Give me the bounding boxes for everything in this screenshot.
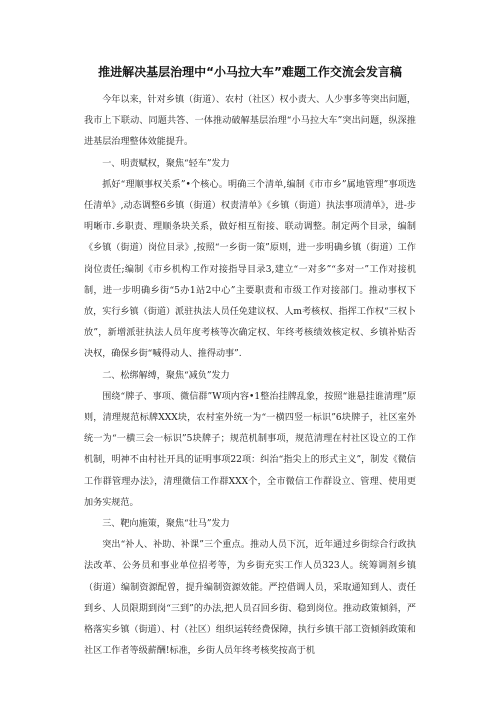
intro-paragraph: 今年以来，针对乡镇（街道）、农村（社区）权小责大、人少事多等突出问题，我市上下联动、同题共答、一体推动破解基层治理“小马拉大车”突出问题，纵深推进基层治理整体效能提升。 bbox=[84, 95, 416, 148]
section-2-body: 围绕“牌子、事项、微信群”W项内容•1整治挂牌乱象，按照“谁悬挂谁清理”原则，清理规范标牌XXX块，农村室外统一为“一横四竖一标识”6块牌子，社区室外统一为“一横三会一标识”5块牌子；规范机制事项，规范清理在村社区设立的工作机制，明神不由村社开具的证明事项22项：纠治“指尖上的形式主义”，制发《微信工作群管理办法》，清理微信工作群XXX个，全市微信工作群设立、管理、使用更加务实规范。 bbox=[84, 391, 416, 508]
section-1-heading: 一、明责赋权，聚焦“轻车”发力 bbox=[102, 158, 230, 169]
section-2-heading: 二、松绑解缚，聚焦“减负”发力 bbox=[102, 370, 230, 381]
section-3-heading: 三、靶向施策，聚焦“壮马”发力 bbox=[102, 519, 230, 530]
document-title: 推进解决基层治理中“小马拉大车”难题工作交流会发言稿 bbox=[98, 65, 402, 79]
section-1-body: 抓好“理顺事权关系”•个核心。明确三个清单,编制《市市乡”属地管理”事项选任清单》,动态调整6乡镇（街道）权责清单》《乡镇（街道）执法事项清单》，进-步明晰市.乡职责、理顺条块关系，做好相互衔接、联动调整。制定两个目录，编制《乡镇（街道）岗位目录》,按照“一乡街一策”原则，进一步明确乡镇（街道）工作岗位责任;编制《市乡机构工作对接指导目录3,建立“一对多”“多对一”工作对接机制，进一步明确乡街“5办1站2中心”主要职责和市级工作对接部门。推动事权下放，实行乡镇（街道）派驻执法人员任免建议权、人m考核权、指挥工作权“三权卜放”，新增派驻执法人员年度考核等次确定权、年终考核绩效核定权、乡镇补贴否决权，确保乡街“喊得动人、推得动事”. bbox=[84, 179, 416, 360]
section-3-body: 突出“补人、补助、补课”三个重点。推动人员下沉，近年通过乡街综合行政执法改革、公务员和事业单位招考等，为乡街充实工作人员323人。统筹调剂乡镇（街道）编制资源配曾，提升编制资源效能。严控借调人员，采取通知到人、责任到乡、人员限期到岗“三到”的办法,把人员召回乡街、稳到岗位。推动政策倾斜，严格落实乡镇（街道）、村（社区）组织运转经费保障，执行乡镇干部工资倾斜政策和社区工作者等级薪酬!标准，乡街人员年终考核奖按高于机 bbox=[84, 540, 416, 657]
